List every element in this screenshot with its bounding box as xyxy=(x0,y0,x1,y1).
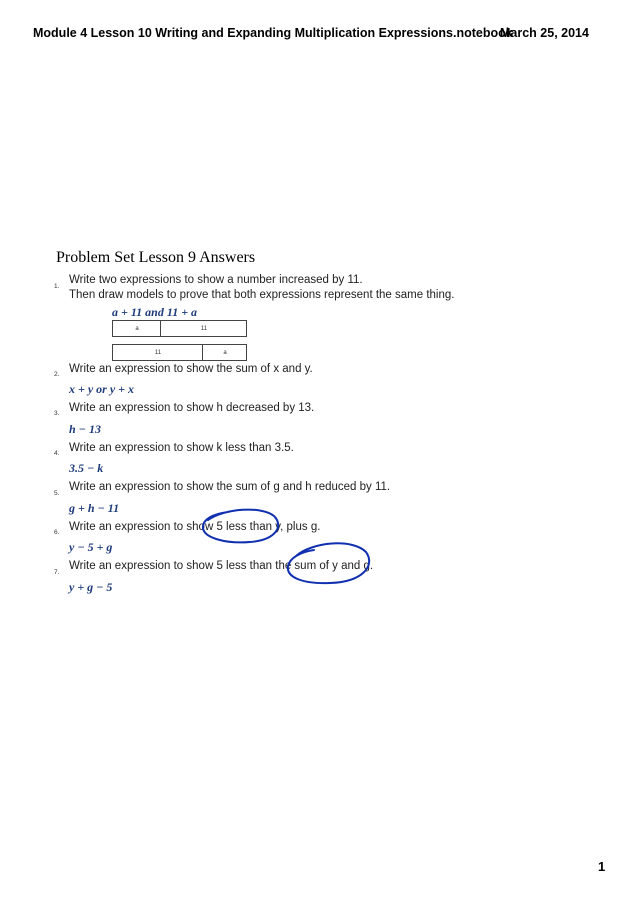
item-number: 4. xyxy=(54,450,60,457)
answer-5: g + h − 11 xyxy=(69,501,120,515)
item-number: 2. xyxy=(54,371,60,378)
ink-circle-item-6 xyxy=(203,510,278,543)
question-1: Write two expressions to show a number increased by 11. xyxy=(69,274,363,286)
tape-2-segment-11: 11 xyxy=(154,349,162,356)
tape-1-segment-a: a xyxy=(135,325,139,332)
item-number: 6. xyxy=(54,529,60,536)
item-number: 3. xyxy=(54,410,60,417)
item-number: 1. xyxy=(54,283,60,290)
question-3: Write an expression to show h decreased by 13. xyxy=(69,402,315,414)
answer-7: y + g − 5 xyxy=(69,580,113,594)
question-6: Write an expression to show 5 less than y, plus g. xyxy=(69,521,321,533)
answer-1: a + 11 and 11 + a xyxy=(112,305,198,319)
answer-6: y − 5 + g xyxy=(69,540,113,554)
question-4: Write an expression to show k less than 3.5. xyxy=(69,442,294,454)
notebook-date: March 25, 2014 xyxy=(500,26,589,40)
answer-2: x + y or y + x xyxy=(69,382,134,396)
tape-2-segment-a: a xyxy=(223,349,227,356)
answer-4: 3.5 − k xyxy=(69,461,104,475)
ink-circle-item-7 xyxy=(288,543,369,583)
problem-set-title: Problem Set Lesson 9 Answers xyxy=(56,249,256,266)
answer-3: h − 13 xyxy=(69,422,101,436)
page-number: 1 xyxy=(598,859,606,874)
item-number: 5. xyxy=(54,490,60,497)
tape-1-segment-11: 11 xyxy=(200,325,208,332)
notebook-title: Module 4 Lesson 10 Writing and Expanding Multiplication Expressions.notebook xyxy=(33,26,513,40)
question-5: Write an expression to show the sum of g and h reduced by 11. xyxy=(69,481,391,493)
question-2: Write an expression to show the sum of x and y. xyxy=(69,363,313,375)
question-7: Write an expression to show 5 less than the sum of y and g. xyxy=(69,560,374,572)
item-number: 7. xyxy=(54,569,60,576)
question-1-continued: Then draw models to prove that both expressions represent the same thing. xyxy=(69,289,455,301)
